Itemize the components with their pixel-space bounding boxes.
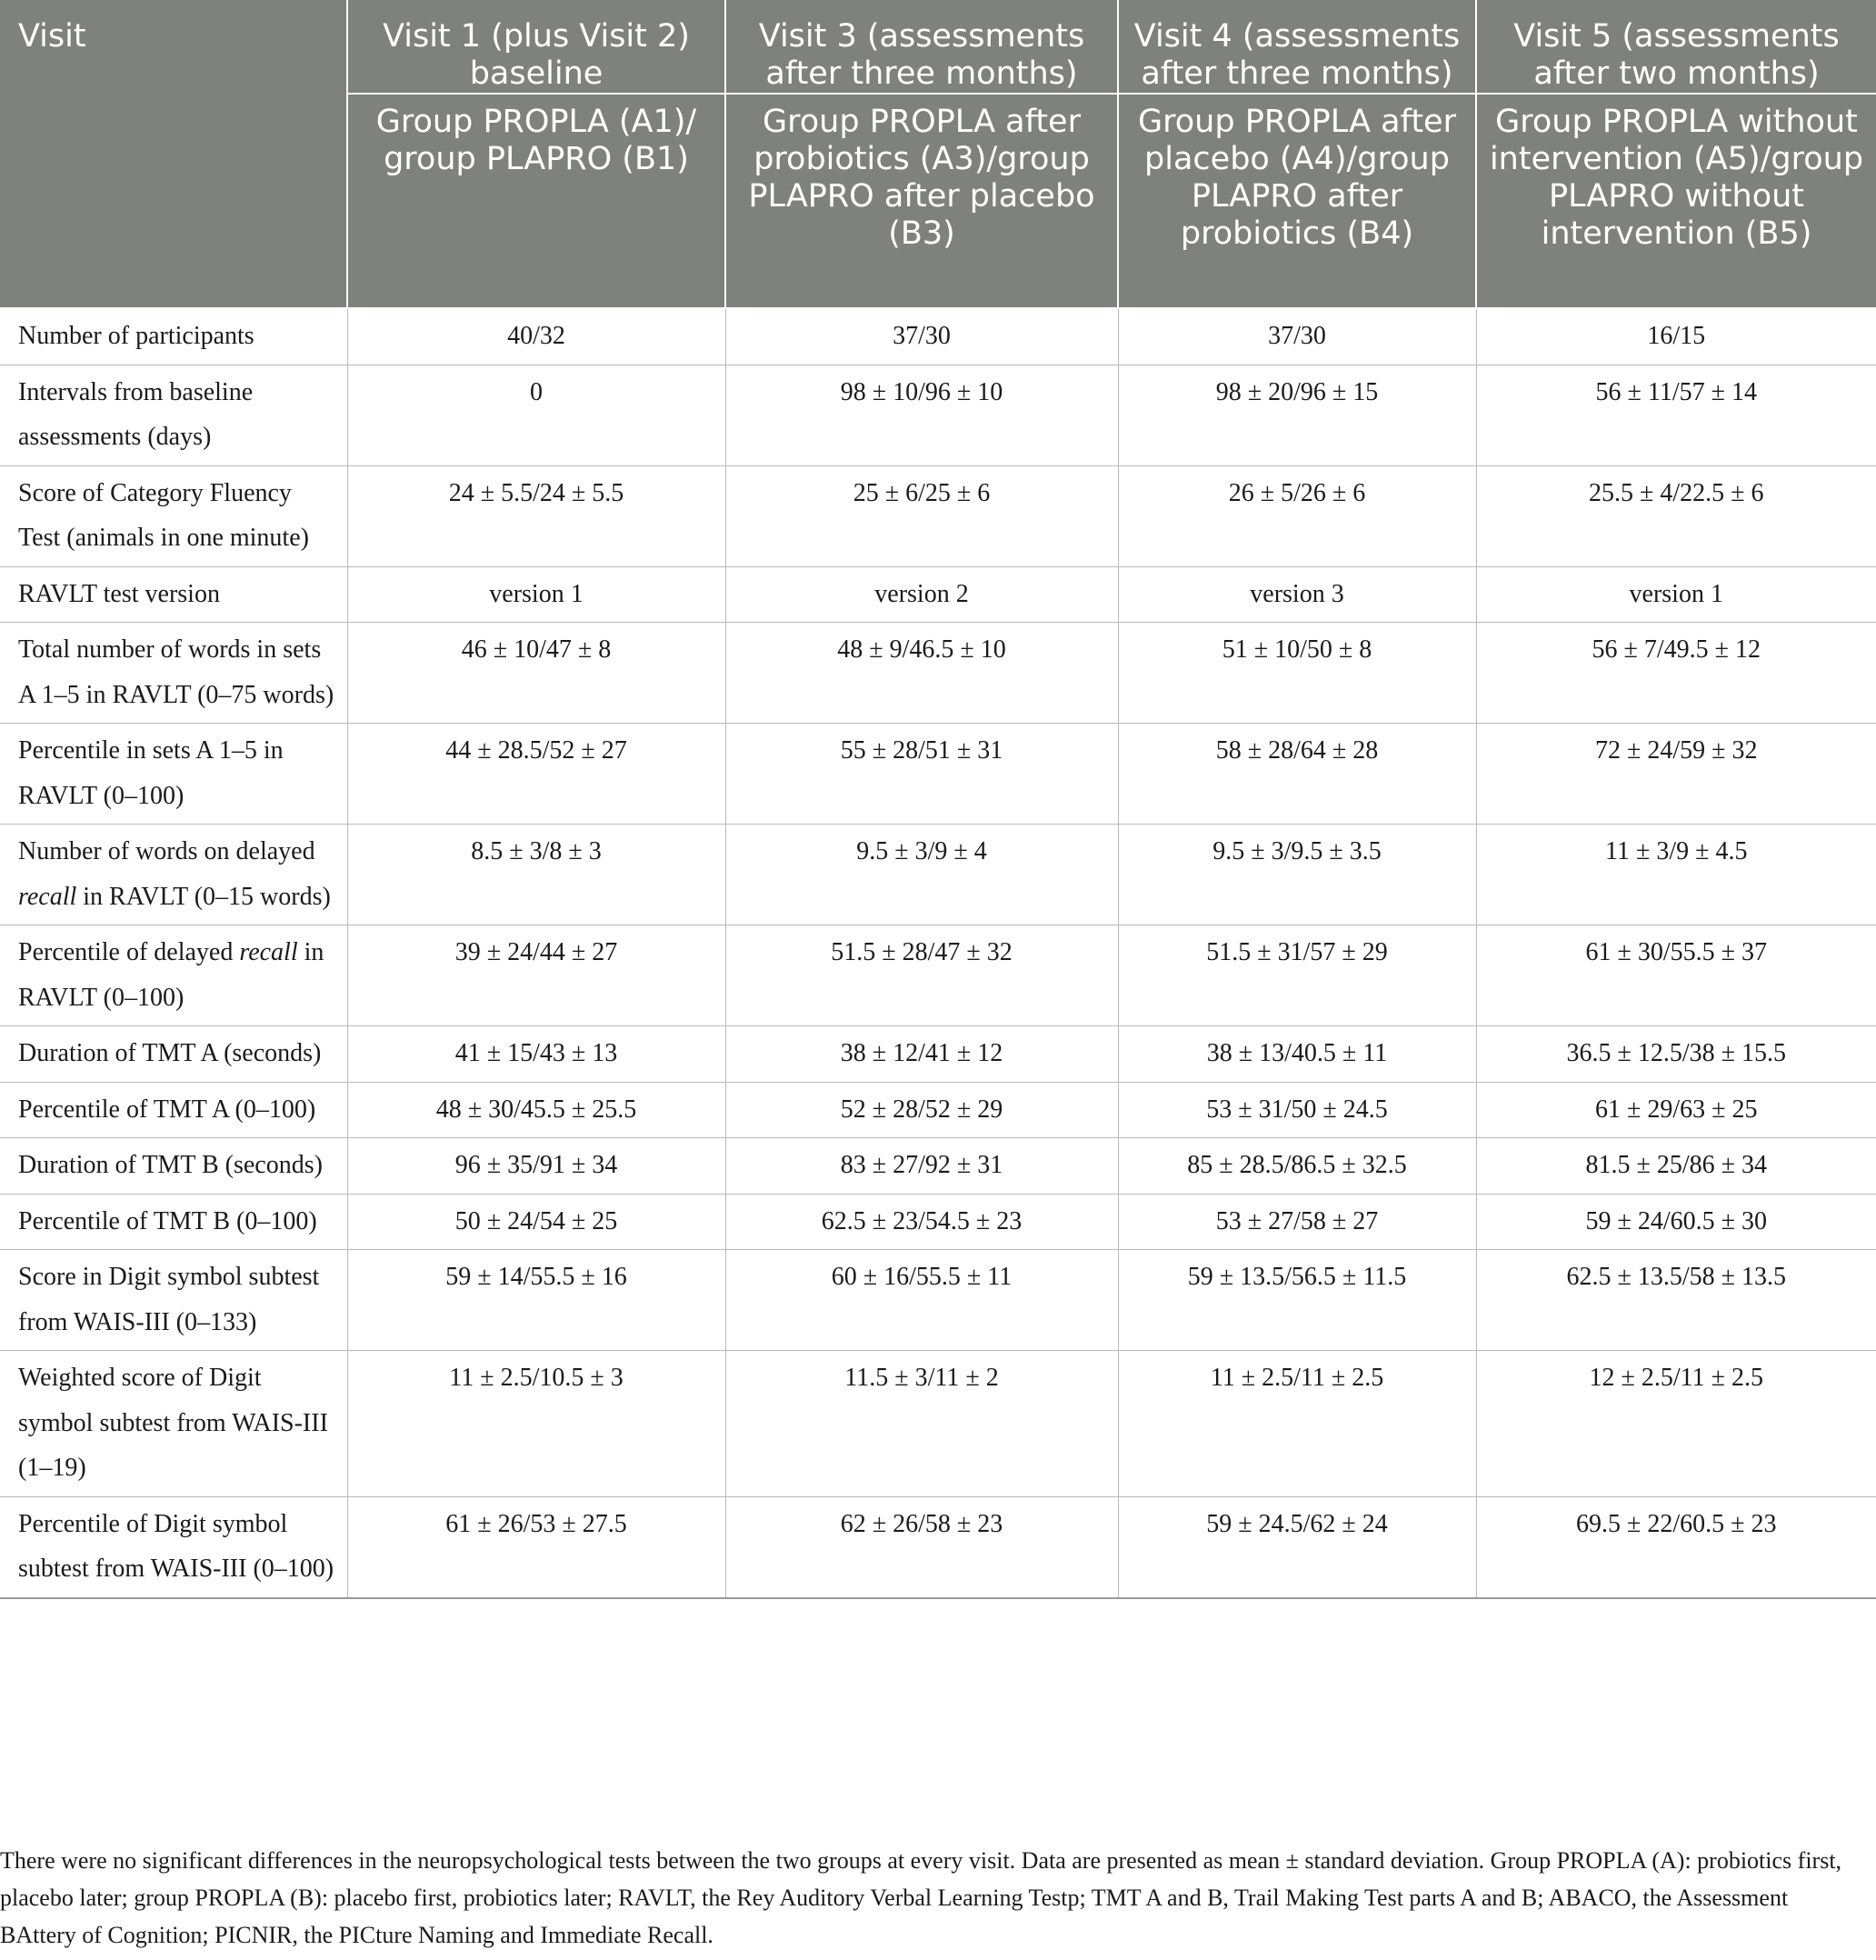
- cell-visit-5: 11 ± 3/9 ± 4.5: [1476, 825, 1876, 925]
- cell-visit-1: 8.5 ± 3/8 ± 3: [347, 825, 725, 925]
- cell-visit-5: 69.5 ± 22/60.5 ± 23: [1476, 1496, 1876, 1598]
- table-row: [0, 925, 1876, 1026]
- cell-visit-4: 9.5 ± 3/9.5 ± 3.5: [1118, 825, 1476, 925]
- cell-visit-5: 59 ± 24/60.5 ± 30: [1476, 1194, 1876, 1250]
- header-visit-1: Visit 1 (plus Visit 2) baseline: [347, 0, 725, 94]
- row-label: Percentile of TMT A (0–100): [0, 1082, 347, 1138]
- cell-visit-4: 59 ± 13.5/56.5 ± 11.5: [1118, 1250, 1476, 1351]
- cell-visit-1: 44 ± 28.5/52 ± 27: [347, 724, 725, 825]
- cell-visit-5: 16/15: [1476, 308, 1876, 365]
- cell-visit-1: 61 ± 26/53 ± 27.5: [347, 1496, 725, 1598]
- row-label: Duration of TMT B (seconds): [0, 1138, 347, 1195]
- table-row: [0, 1026, 1876, 1083]
- table-row: [0, 1082, 1876, 1138]
- table-row: [0, 308, 1876, 365]
- cell-visit-4: 11 ± 2.5/11 ± 2.5: [1118, 1351, 1476, 1497]
- header-visit-label: Visit: [0, 0, 347, 308]
- header-group-visit-3: Group PROPLA after probiotics (A3)/group PLAPRO after placebo (B3): [725, 94, 1118, 308]
- header-group-visit-4: Group PROPLA after placebo (A4)/group PLAPRO after probiotics (B4): [1118, 94, 1476, 308]
- table-row: [0, 1351, 1876, 1497]
- cell-visit-4: 85 ± 28.5/86.5 ± 32.5: [1118, 1138, 1476, 1195]
- row-label-part: Number of words on delayed: [18, 837, 315, 865]
- cell-visit-3: 60 ± 16/55.5 ± 11: [725, 1250, 1118, 1351]
- row-label: Score in Digit symbol subtest from WAIS-III (0–133): [0, 1250, 347, 1351]
- cell-visit-1: 11 ± 2.5/10.5 ± 3: [347, 1351, 725, 1497]
- cell-visit-4: 98 ± 20/96 ± 15: [1118, 365, 1476, 465]
- cell-visit-1: 40/32: [347, 308, 725, 365]
- row-label: Weighted score of Digit symbol subtest from WAIS-III (1–19): [0, 1351, 347, 1497]
- row-label-italic: recall: [239, 938, 298, 966]
- table-row: [0, 1194, 1876, 1250]
- table-row: [0, 1138, 1876, 1195]
- row-label-part: Percentile of delayed: [18, 938, 240, 966]
- cell-visit-4: 51 ± 10/50 ± 8: [1118, 623, 1476, 724]
- cell-visit-5: 36.5 ± 12.5/38 ± 15.5: [1476, 1026, 1876, 1083]
- cell-visit-5: 62.5 ± 13.5/58 ± 13.5: [1476, 1250, 1876, 1351]
- cell-visit-5: 72 ± 24/59 ± 32: [1476, 724, 1876, 825]
- cell-visit-1: 50 ± 24/54 ± 25: [347, 1194, 725, 1250]
- table-body: [0, 308, 1876, 1598]
- cell-visit-3: 38 ± 12/41 ± 12: [725, 1026, 1118, 1083]
- cell-visit-3: 48 ± 9/46.5 ± 10: [725, 623, 1118, 724]
- table-row: [0, 825, 1876, 925]
- header-visit-5: Visit 5 (assessments after two months): [1476, 0, 1876, 94]
- table-row: [0, 365, 1876, 465]
- cell-visit-4: 26 ± 5/26 ± 6: [1118, 465, 1476, 566]
- row-label: Intervals from baseline assessments (days): [0, 365, 347, 465]
- cell-visit-1: 46 ± 10/47 ± 8: [347, 623, 725, 724]
- cell-visit-4: 53 ± 27/58 ± 27: [1118, 1194, 1476, 1250]
- cell-visit-5: 56 ± 11/57 ± 14: [1476, 365, 1876, 465]
- cell-visit-3: version 2: [725, 566, 1118, 623]
- header-group-visit-1: Group PROPLA (A1)/ group PLAPRO (B1): [347, 94, 725, 308]
- row-label: Duration of TMT A (seconds): [0, 1026, 347, 1083]
- header-group-visit-5: Group PROPLA without intervention (A5)/group PLAPRO without intervention (B5): [1476, 94, 1876, 308]
- table-row: [0, 623, 1876, 724]
- header-row-visits: [0, 0, 1876, 94]
- row-label-part: in RAVLT (0–15 words): [76, 882, 331, 911]
- cell-visit-3: 55 ± 28/51 ± 31: [725, 724, 1118, 825]
- cell-visit-1: version 1: [347, 566, 725, 623]
- cell-visit-4: 37/30: [1118, 308, 1476, 365]
- table-row: [0, 1496, 1876, 1598]
- cell-visit-3: 52 ± 28/52 ± 29: [725, 1082, 1118, 1138]
- row-label: Number of participants: [0, 308, 347, 365]
- table-footnote: There were no significant differences in the neuropsychological tests between the two groups at every visit. Data are presented as mean ± standard deviation. Group PROPLA (A): probiotics first, placebo later; group PROPLA (B): placebo first, probiotics later; RAVLT, the Rey Auditory Verbal Learning Testp; TMT A and B, Trail Making Test parts A and B; ABACO, the Assessment BAttery of Cognition; PICNIR, the PICture Naming and Immediate Recall.: [0, 1847, 1842, 1948]
- cell-visit-3: 62 ± 26/58 ± 23: [725, 1496, 1118, 1598]
- row-label-italic: recall: [18, 882, 77, 911]
- cell-visit-4: 59 ± 24.5/62 ± 24: [1118, 1496, 1476, 1598]
- cell-visit-1: 59 ± 14/55.5 ± 16: [347, 1250, 725, 1351]
- cell-visit-3: 9.5 ± 3/9 ± 4: [725, 825, 1118, 925]
- cell-visit-3: 62.5 ± 23/54.5 ± 23: [725, 1194, 1118, 1250]
- cell-visit-3: 25 ± 6/25 ± 6: [725, 465, 1118, 566]
- cell-visit-5: 12 ± 2.5/11 ± 2.5: [1476, 1351, 1876, 1497]
- row-label: Percentile of TMT B (0–100): [0, 1194, 347, 1250]
- table-row: [0, 566, 1876, 623]
- cell-visit-1: 41 ± 15/43 ± 13: [347, 1026, 725, 1083]
- table-row: [0, 465, 1876, 566]
- cell-visit-3: 11.5 ± 3/11 ± 2: [725, 1351, 1118, 1497]
- cell-visit-5: 25.5 ± 4/22.5 ± 6: [1476, 465, 1876, 566]
- cell-visit-4: 38 ± 13/40.5 ± 11: [1118, 1026, 1476, 1083]
- cell-visit-1: 96 ± 35/91 ± 34: [347, 1138, 725, 1195]
- cell-visit-5: 81.5 ± 25/86 ± 34: [1476, 1138, 1876, 1195]
- row-label: [0, 925, 347, 1026]
- header-visit-3: Visit 3 (assessments after three months): [725, 0, 1118, 94]
- cell-visit-5: 61 ± 30/55.5 ± 37: [1476, 925, 1876, 1026]
- row-label: [0, 825, 347, 925]
- cell-visit-4: 58 ± 28/64 ± 28: [1118, 724, 1476, 825]
- cell-visit-4: 53 ± 31/50 ± 24.5: [1118, 1082, 1476, 1138]
- header-visit-4: Visit 4 (assessments after three months): [1118, 0, 1476, 94]
- cell-visit-3: 37/30: [725, 308, 1118, 365]
- cell-visit-3: 51.5 ± 28/47 ± 32: [725, 925, 1118, 1026]
- row-label: Percentile of Digit symbol subtest from WAIS-III (0–100): [0, 1496, 347, 1598]
- cell-visit-5: 56 ± 7/49.5 ± 12: [1476, 623, 1876, 724]
- cell-visit-1: 48 ± 30/45.5 ± 25.5: [347, 1082, 725, 1138]
- cell-visit-1: 0: [347, 365, 725, 465]
- cell-visit-3: 98 ± 10/96 ± 10: [725, 365, 1118, 465]
- row-label: Percentile in sets A 1–5 in RAVLT (0–100): [0, 724, 347, 825]
- cell-visit-1: 24 ± 5.5/24 ± 5.5: [347, 465, 725, 566]
- cell-visit-1: 39 ± 24/44 ± 27: [347, 925, 725, 1026]
- table-row: [0, 1250, 1876, 1351]
- row-label: Score of Category Fluency Test (animals in one minute): [0, 465, 347, 566]
- cell-visit-5: 61 ± 29/63 ± 25: [1476, 1082, 1876, 1138]
- row-label-part: in RAVLT (0–100): [18, 938, 324, 1012]
- cell-visit-3: 83 ± 27/92 ± 31: [725, 1138, 1118, 1195]
- cell-visit-5: version 1: [1476, 566, 1876, 623]
- cell-visit-4: version 3: [1118, 566, 1476, 623]
- table-row: [0, 724, 1876, 825]
- cell-visit-4: 51.5 ± 31/57 ± 29: [1118, 925, 1476, 1026]
- row-label: Total number of words in sets A 1–5 in RAVLT (0–75 words): [0, 623, 347, 724]
- row-label: RAVLT test version: [0, 566, 347, 623]
